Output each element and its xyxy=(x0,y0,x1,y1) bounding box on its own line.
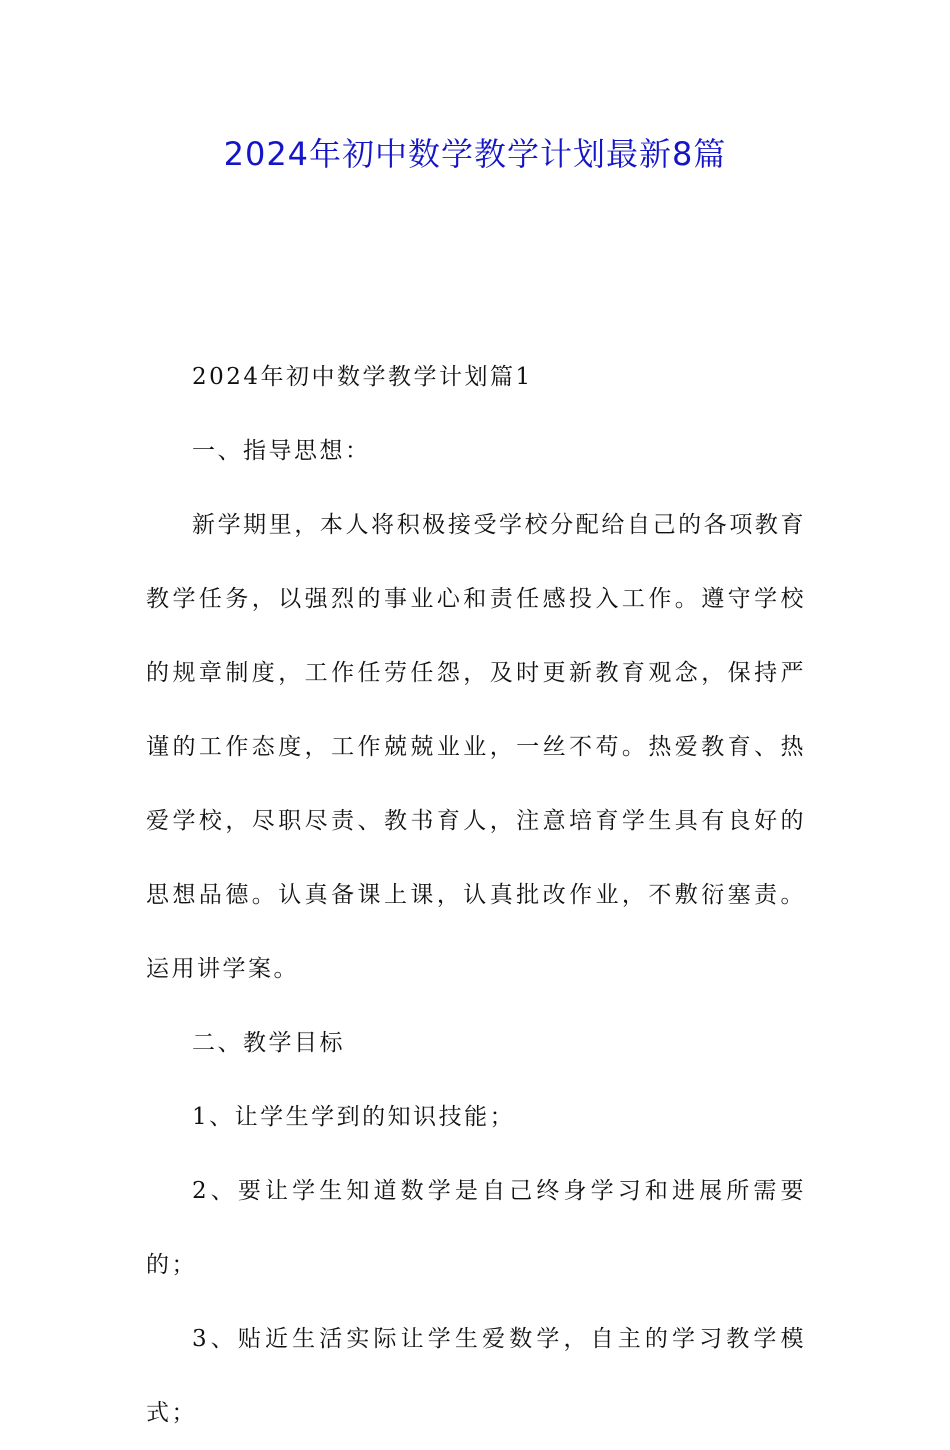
list-item: 3、贴近生活实际让学生爱数学，自主的学习教学模式； xyxy=(146,1326,806,1426)
section-heading: 2024年初中数学教学计划篇1 xyxy=(192,364,533,390)
list-item: 1、让学生学到的知识技能； xyxy=(192,1104,516,1130)
subsection-heading: 二、教学目标 xyxy=(192,1030,345,1056)
document-title: 2024年初中数学教学计划最新8篇 xyxy=(223,135,727,173)
list-item: 2、要让学生知道数学是自己终身学习和进展所需要的； xyxy=(146,1178,806,1278)
subsection-heading: 一、指导思想： xyxy=(192,438,371,464)
document-body xyxy=(146,340,806,1450)
body-paragraph: 新学期里，本人将积极接受学校分配给自己的各项教育教学任务，以强烈的事业心和责任感投入工作。遵守学校的规章制度，工作任劳任怨，及时更新教育观念，保持严谨的工作态度，工作兢兢业业，一丝不苟。热爱教育、热爱学校，尽职尽责、教书育人，注意培育学生具有良好的思想品德。认真备课上课，认真批改作业，不敷衍塞责。运用讲学案。 xyxy=(146,512,806,982)
